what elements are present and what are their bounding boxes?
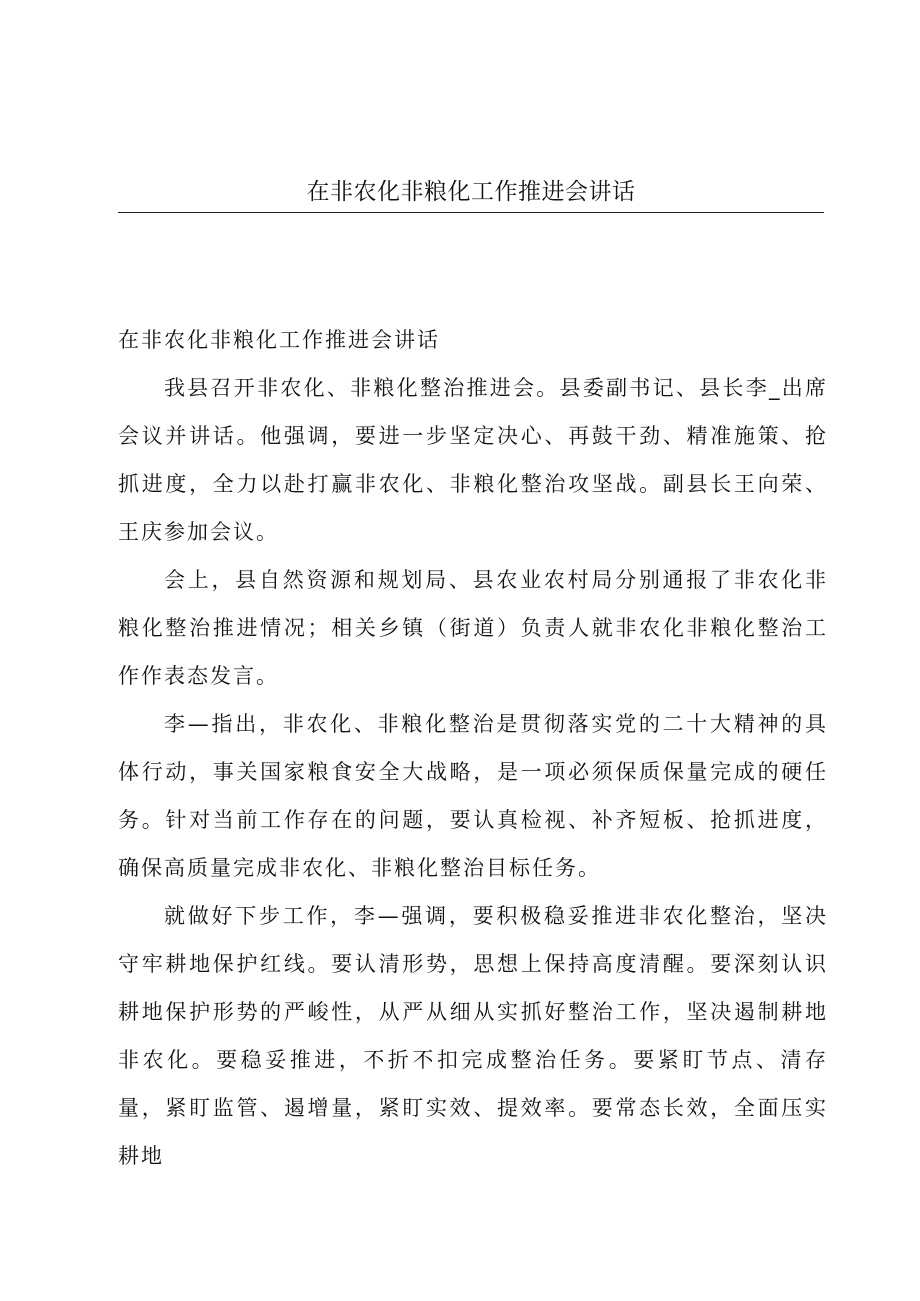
- paragraph-3: 李—指出，非农化、非粮化整治是贯彻落实党的二十大精神的具体行动，事关国家粮食安全大战略，是一项必须保质保量完成的硬任务。针对当前工作存在的问题，要认真检视、补齐短板、抢抓进度，确保高质量完成非农化、非粮化整治目标任务。: [118, 712, 828, 880]
- paragraph-2: 会上，县自然资源和规划局、县农业农村局分别通报了非农化非粮化整治推进情况；相关乡镇（街道）负责人就非农化非粮化整治工作作表态发言。: [118, 568, 828, 688]
- document-body: [118, 316, 828, 1180]
- header-title: 在非农化非粮化工作推进会讲话: [306, 179, 636, 205]
- paragraph-4: 就做好下步工作，李—强调，要积极稳妥推进非农化整治，坚决守牢耕地保护红线。要认清形势，思想上保持高度清醒。要深刻认识耕地保护形势的严峻性，从严从细从实抓好整治工作，坚决遏制耕地非农化。要稳妥推进，不折不扣完成整治任务。要紧盯节点、清存量，紧盯监管、遏增量，紧盯实效、提效率。要常态长效，全面压实耕地: [118, 904, 828, 1168]
- document-title: 在非农化非粮化工作推进会讲话: [118, 328, 440, 352]
- page-header: [118, 176, 824, 213]
- paragraph-1: 我县召开非农化、非粮化整治推进会。县委副书记、县长李_出席会议并讲话。他强调，要进一步坚定决心、再鼓干劲、精准施策、抢抓进度，全力以赴打赢非农化、非粮化整治攻坚战。副县长王向荣、王庆参加会议。: [118, 376, 828, 544]
